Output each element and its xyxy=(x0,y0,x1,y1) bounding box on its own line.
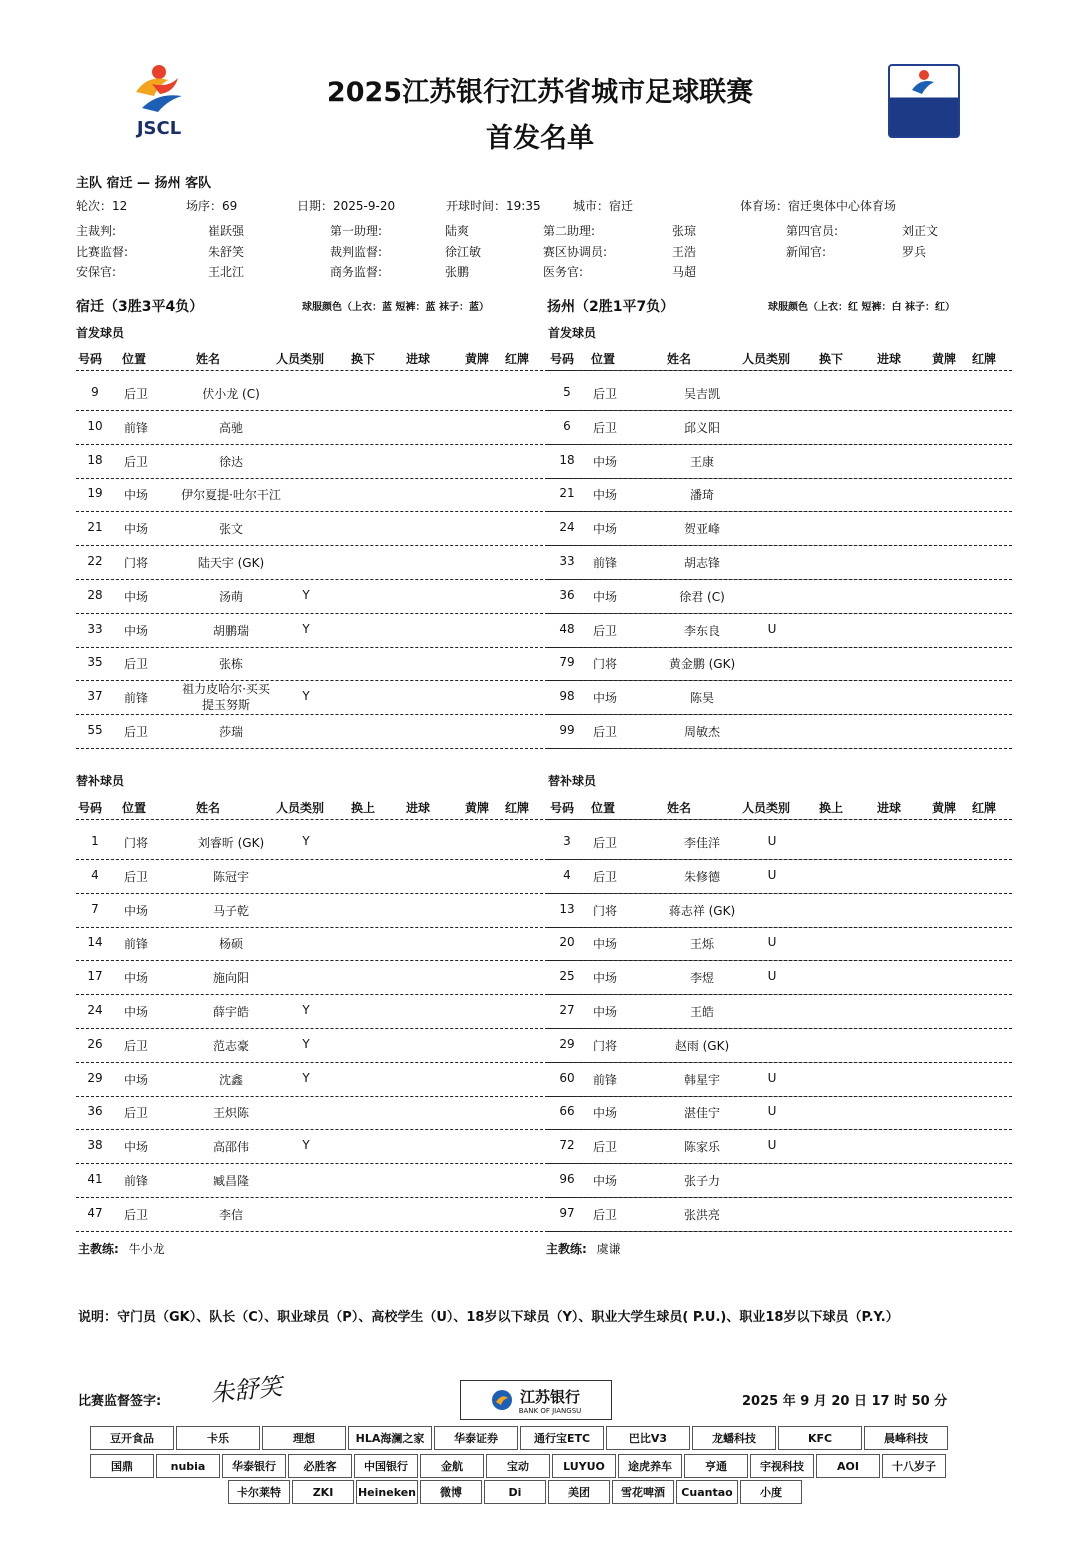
player-position: 门将 xyxy=(593,657,618,672)
player-number: 97 xyxy=(559,1205,575,1220)
row-divider xyxy=(548,1197,1012,1198)
section-label: 首发球员 xyxy=(548,326,597,340)
player-name: 刘睿昕 (GK) xyxy=(197,836,265,850)
player-name: 杨硕 xyxy=(218,937,243,952)
sponsor-logo: 华泰证券 xyxy=(434,1426,518,1450)
player-name: 王烁 xyxy=(689,937,714,952)
player-name: 陈家乐 xyxy=(683,1140,720,1155)
row-divider xyxy=(548,748,1012,749)
player-position: 中场 xyxy=(124,623,149,638)
player-number: 79 xyxy=(559,655,575,670)
column-header: 号码 xyxy=(550,352,575,366)
sponsor-logo: Heineken xyxy=(356,1480,418,1504)
column-header: 姓名 xyxy=(667,801,692,815)
row-divider xyxy=(548,994,1012,995)
column-header: 进球 xyxy=(877,352,902,366)
player-number: 29 xyxy=(87,1070,103,1085)
sponsor-logo: 小度 xyxy=(740,1480,802,1504)
player-name: 马子乾 xyxy=(212,903,249,918)
sponsor-logo: 华泰银行 xyxy=(222,1454,286,1478)
sponsor-logo: 雪花啤酒 xyxy=(612,1480,674,1504)
player-position: 后卫 xyxy=(593,836,618,850)
player-position: 中场 xyxy=(124,1140,149,1155)
page-title: 2025江苏银行江苏省城市足球联赛 xyxy=(326,77,754,108)
player-name: 湛佳宁 xyxy=(683,1106,720,1121)
player-name: 李东良 xyxy=(683,623,720,638)
player-number: 72 xyxy=(559,1138,575,1153)
row-divider xyxy=(548,960,1012,961)
player-name: 臧昌隆 xyxy=(212,1174,249,1188)
column-header: 进球 xyxy=(406,352,431,366)
player-position: 中场 xyxy=(593,937,618,952)
player-name: 韩星宇 xyxy=(683,1072,720,1087)
row-divider xyxy=(548,647,1012,648)
official-label: 医务官: xyxy=(543,265,584,279)
player-name: 蒋志祥 (GK) xyxy=(668,903,736,918)
sponsor-logo: Cuantao xyxy=(676,1480,738,1504)
sponsor-logo: LUYUO xyxy=(552,1454,616,1478)
row-divider xyxy=(548,1096,1012,1097)
row-divider xyxy=(548,410,1012,411)
column-header: 号码 xyxy=(550,801,575,815)
official-label: 商务监督: xyxy=(330,265,383,279)
column-header: 姓名 xyxy=(196,801,221,815)
player-name: 祖力皮哈尔·买买 提玉努斯 xyxy=(182,682,270,713)
row-divider xyxy=(548,1231,1012,1232)
player-name: 薛宇皓 xyxy=(212,1005,249,1019)
player-number: 9 xyxy=(91,385,99,399)
official-value: 张鹏 xyxy=(445,265,470,279)
match-round: 轮次：12 xyxy=(76,199,128,213)
sponsor-logo: Di xyxy=(484,1480,546,1504)
home-coach-label: 主教练: xyxy=(78,1242,119,1256)
column-header: 人员类别 xyxy=(276,801,325,815)
player-number: 96 xyxy=(559,1172,575,1186)
player-name: 王皓 xyxy=(689,1005,714,1019)
player-position: 后卫 xyxy=(124,725,149,739)
player-name: 邱义阳 xyxy=(683,420,720,435)
sponsor-logo: ZKI xyxy=(292,1480,354,1504)
player-number: 38 xyxy=(87,1138,103,1153)
player-position: 中场 xyxy=(124,522,149,537)
sponsor-logo: 通行宝ETC xyxy=(520,1426,604,1450)
player-name: 李信 xyxy=(218,1207,243,1222)
column-header: 换下 xyxy=(351,352,376,366)
player-position: 中场 xyxy=(124,903,149,918)
row-divider xyxy=(548,1163,1012,1164)
player-number: 21 xyxy=(87,520,103,535)
player-position: 中场 xyxy=(593,1174,618,1188)
away-coach-label: 主教练: xyxy=(546,1242,587,1256)
player-position: 中场 xyxy=(124,971,149,986)
page-subtitle: 首发名单 xyxy=(486,123,594,154)
row-divider xyxy=(548,927,1012,928)
sponsor-logo: 卡乐 xyxy=(176,1426,260,1450)
player-position: 前锋 xyxy=(124,420,149,435)
player-category: Y xyxy=(302,834,310,848)
sponsor-logo: KFC xyxy=(778,1426,862,1450)
official-value: 张琼 xyxy=(672,224,697,238)
player-number: 24 xyxy=(559,520,575,535)
column-header: 位置 xyxy=(591,352,616,366)
player-number: 28 xyxy=(87,587,103,602)
official-label: 第一助理: xyxy=(330,224,383,238)
bank-emblem-icon xyxy=(491,1389,513,1411)
player-number: 10 xyxy=(87,418,103,433)
player-name: 李煜 xyxy=(689,971,714,986)
official-label: 赛区协调员: xyxy=(543,245,608,259)
column-header: 红牌 xyxy=(972,801,997,815)
player-category: Y xyxy=(302,1138,310,1153)
column-header: 姓名 xyxy=(196,352,221,366)
row-divider xyxy=(548,859,1012,860)
player-number: 27 xyxy=(559,1003,575,1017)
column-header: 进球 xyxy=(877,801,902,815)
sponsor-logo: 豆开食品 xyxy=(90,1426,174,1450)
column-header: 姓名 xyxy=(667,352,692,366)
official-label: 比赛监督: xyxy=(76,245,129,259)
player-number: 4 xyxy=(91,867,99,882)
player-position: 后卫 xyxy=(593,420,618,435)
player-position: 门将 xyxy=(124,836,149,850)
player-name: 陈冠宇 xyxy=(212,869,249,884)
official-label: 主裁判: xyxy=(76,224,117,238)
player-category: Y xyxy=(302,1070,310,1085)
home-team-name: 宿迁（3胜3平4负） xyxy=(76,299,204,315)
sponsor-logo: nubia xyxy=(156,1454,220,1478)
player-position: 前锋 xyxy=(124,937,149,952)
player-number: 98 xyxy=(559,689,575,704)
player-number: 47 xyxy=(87,1205,103,1220)
player-number: 25 xyxy=(559,969,575,984)
player-name: 张洪亮 xyxy=(683,1207,720,1222)
player-name: 王炽陈 xyxy=(212,1106,249,1121)
sponsor-logo: 理想 xyxy=(262,1426,346,1450)
player-category: U xyxy=(767,1138,777,1153)
player-position: 后卫 xyxy=(124,1038,149,1053)
away-coach-name: 虞谦 xyxy=(596,1242,621,1256)
player-name: 李佳洋 xyxy=(683,836,720,850)
bank-name: 江苏银行 xyxy=(519,1387,580,1406)
official-value: 罗兵 xyxy=(902,245,927,259)
column-header: 人员类别 xyxy=(742,352,791,366)
player-number: 35 xyxy=(87,655,103,670)
player-position: 后卫 xyxy=(124,387,149,401)
sponsor-logo: 晨峰科技 xyxy=(864,1426,948,1450)
row-divider xyxy=(548,511,1012,512)
player-position: 前锋 xyxy=(124,1174,149,1188)
player-name: 伏小龙 (C) xyxy=(202,387,260,401)
sponsor-logo: 巴比V3 xyxy=(606,1426,690,1450)
section-label: 替补球员 xyxy=(76,774,125,788)
player-number: 7 xyxy=(91,901,99,916)
official-value: 刘正文 xyxy=(902,224,939,238)
sponsor-logo: 龙蟠科技 xyxy=(692,1426,776,1450)
player-name: 高邵伟 xyxy=(212,1140,249,1155)
player-position: 前锋 xyxy=(124,691,149,706)
column-header: 黄牌 xyxy=(465,801,490,815)
player-position: 后卫 xyxy=(124,657,149,672)
player-category: U xyxy=(767,867,777,882)
section-label: 首发球员 xyxy=(76,326,125,340)
player-category: U xyxy=(767,969,777,984)
row-divider xyxy=(548,579,1012,580)
column-header: 人员类别 xyxy=(276,352,325,366)
player-number: 24 xyxy=(87,1003,103,1017)
column-header: 红牌 xyxy=(505,352,530,366)
player-number: 21 xyxy=(559,486,575,501)
match-city: 城市：宿迁 xyxy=(573,199,634,213)
row-divider xyxy=(548,819,1012,820)
player-position: 中场 xyxy=(593,488,618,503)
player-name: 朱修德 xyxy=(683,869,720,884)
player-number: 4 xyxy=(563,867,571,882)
player-name: 张栋 xyxy=(218,657,243,672)
player-name: 徐达 xyxy=(218,454,243,469)
official-label: 裁判监督: xyxy=(330,245,383,259)
player-number: 13 xyxy=(559,901,575,916)
player-category: Y xyxy=(302,621,310,636)
player-name: 胡鹏瑞 xyxy=(212,623,249,638)
column-header: 红牌 xyxy=(505,801,530,815)
official-value: 马超 xyxy=(672,265,697,279)
column-header: 进球 xyxy=(406,801,431,815)
logo-text: JSCL xyxy=(136,118,182,139)
player-number: 33 xyxy=(559,554,575,568)
match-venue: 体育场：宿迁奥体中心体育场 xyxy=(740,199,897,213)
row-divider xyxy=(548,444,1012,445)
player-number: 3 xyxy=(563,834,571,848)
player-name: 莎瑞 xyxy=(218,725,243,739)
away-kit-colors: 球服颜色（上衣：红 短裤：白 袜子：红） xyxy=(768,302,955,313)
player-number: 66 xyxy=(559,1104,575,1119)
player-number: 5 xyxy=(563,385,571,399)
column-header: 换上 xyxy=(819,801,844,815)
player-category: U xyxy=(767,935,777,950)
player-number: 60 xyxy=(559,1070,575,1085)
official-value: 陆爽 xyxy=(445,224,470,238)
row-divider xyxy=(548,1062,1012,1063)
player-name: 范志豪 xyxy=(212,1038,249,1053)
player-number: 6 xyxy=(563,418,571,433)
player-name: 潘琦 xyxy=(689,488,714,503)
player-category: U xyxy=(767,1070,777,1085)
player-position: 后卫 xyxy=(593,1140,618,1155)
section-label: 替补球员 xyxy=(548,774,597,788)
match-kickoff: 开球时间：19:35 xyxy=(446,199,541,213)
row-divider xyxy=(548,370,1012,371)
player-category: U xyxy=(767,1104,777,1119)
signature-label: 比赛监督签字: xyxy=(78,1394,162,1409)
player-position: 后卫 xyxy=(593,1207,618,1222)
player-position: 中场 xyxy=(593,1106,618,1121)
sponsor-logo: 亨通 xyxy=(684,1454,748,1478)
row-divider xyxy=(548,893,1012,894)
player-name: 周敏杰 xyxy=(683,725,720,739)
player-position: 中场 xyxy=(124,1005,149,1019)
player-name: 贺亚峰 xyxy=(683,522,720,537)
column-header: 换下 xyxy=(819,352,844,366)
official-value: 王浩 xyxy=(672,245,697,259)
player-number: 1 xyxy=(91,834,99,848)
player-name: 王康 xyxy=(689,454,714,469)
player-name: 张文 xyxy=(218,522,243,537)
player-position: 后卫 xyxy=(593,623,618,638)
player-name: 张子力 xyxy=(683,1174,720,1188)
home-coach xyxy=(78,1240,165,1257)
player-position: 后卫 xyxy=(124,1106,149,1121)
official-value: 王北江 xyxy=(208,265,245,279)
row-divider xyxy=(548,1129,1012,1130)
column-header: 位置 xyxy=(591,801,616,815)
player-name: 汤萌 xyxy=(218,589,243,604)
player-position: 门将 xyxy=(593,903,618,918)
column-header: 黄牌 xyxy=(932,801,957,815)
player-name: 施向阳 xyxy=(212,971,249,986)
player-number: 41 xyxy=(87,1172,103,1186)
home-coach-name: 牛小龙 xyxy=(128,1242,165,1256)
player-number: 48 xyxy=(559,621,575,636)
player-name: 高驰 xyxy=(218,420,243,435)
player-position: 中场 xyxy=(593,522,618,537)
player-number: 14 xyxy=(87,935,103,950)
official-value: 崔跃强 xyxy=(208,224,245,238)
sponsor-logo: 国鼎 xyxy=(90,1454,154,1478)
player-category: Y xyxy=(302,1036,310,1051)
official-label: 安保官: xyxy=(76,265,117,279)
player-position: 后卫 xyxy=(124,1207,149,1222)
player-category: U xyxy=(767,834,777,848)
player-name: 沈鑫 xyxy=(218,1072,243,1087)
player-position: 中场 xyxy=(593,1005,618,1019)
player-number: 29 xyxy=(559,1036,575,1051)
sponsor-logo: 宇视科技 xyxy=(750,1454,814,1478)
player-number: 37 xyxy=(87,689,103,704)
player-number: 99 xyxy=(559,723,575,737)
player-name: 徐君 (C) xyxy=(679,589,725,604)
player-position: 中场 xyxy=(124,488,149,503)
player-position: 前锋 xyxy=(593,1072,618,1087)
sponsor-logo: 卡尔莱特 xyxy=(228,1480,290,1504)
away-team-name: 扬州（2胜1平7负） xyxy=(547,299,675,315)
player-name: 胡志锋 xyxy=(683,556,720,570)
sponsor-logo: 宝动 xyxy=(486,1454,550,1478)
player-position: 后卫 xyxy=(124,454,149,469)
player-number: 20 xyxy=(559,935,575,950)
player-number: 22 xyxy=(87,554,103,568)
sponsor-logo: AOI xyxy=(816,1454,880,1478)
row-divider xyxy=(548,545,1012,546)
player-number: 19 xyxy=(87,486,103,501)
player-position: 中场 xyxy=(593,971,618,986)
legend-note: 说明：守门员（GK）、队长（C）、职业球员（P）、高校学生（U）、18岁以下球员（Y）、职业大学生球员( P.U.)、职业18岁以下球员（P.Y.） xyxy=(78,1310,899,1325)
player-position: 中场 xyxy=(593,691,618,706)
player-number: 18 xyxy=(559,452,575,467)
sponsor-logo: 金航 xyxy=(420,1454,484,1478)
sponsor-logo: 中国银行 xyxy=(354,1454,418,1478)
away-coach xyxy=(546,1240,621,1257)
player-position: 中场 xyxy=(124,589,149,604)
match-date: 日期：2025-9-20 xyxy=(297,199,396,213)
player-number: 26 xyxy=(87,1036,103,1051)
column-header: 号码 xyxy=(78,352,103,366)
row-divider xyxy=(548,714,1012,715)
column-header: 黄牌 xyxy=(932,352,957,366)
player-number: 36 xyxy=(559,587,575,602)
sponsor-logo: 十八岁子 xyxy=(882,1454,946,1478)
player-position: 中场 xyxy=(593,454,618,469)
column-header: 位置 xyxy=(122,352,147,366)
sponsor-logo: HLA海澜之家 xyxy=(348,1426,432,1450)
column-header: 换上 xyxy=(351,801,376,815)
official-value: 徐江敏 xyxy=(445,245,482,259)
column-header: 黄牌 xyxy=(465,352,490,366)
player-category: Y xyxy=(302,689,310,704)
player-name: 赵雨 (GK) xyxy=(674,1038,730,1053)
supervisor-signature: 朱舒笑 xyxy=(208,1372,284,1408)
row-divider xyxy=(548,478,1012,479)
player-number: 33 xyxy=(87,621,103,636)
player-position: 门将 xyxy=(593,1038,618,1053)
row-divider xyxy=(548,613,1012,614)
row-divider xyxy=(548,1028,1012,1029)
player-number: 17 xyxy=(87,969,103,984)
official-label: 新闻官: xyxy=(786,245,827,259)
player-category: Y xyxy=(302,587,310,602)
player-category: Y xyxy=(302,1003,310,1017)
bank-logo xyxy=(460,1380,612,1420)
official-label: 第二助理: xyxy=(543,224,596,238)
player-name: 伊尔夏提·吐尔干江 xyxy=(181,488,281,503)
sponsor-logo: 美团 xyxy=(548,1480,610,1504)
sponsor-logo: 必胜客 xyxy=(288,1454,352,1478)
column-header: 号码 xyxy=(78,801,103,815)
sponsor-logo: 途虎养车 xyxy=(618,1454,682,1478)
official-label: 第四官员: xyxy=(786,224,839,238)
match-teams: 主队 宿迁 — 扬州 客队 xyxy=(76,176,212,191)
player-number: 55 xyxy=(87,723,103,737)
player-name: 吴吉凯 xyxy=(683,387,720,401)
player-name: 陈昊 xyxy=(689,691,714,706)
player-position: 中场 xyxy=(593,589,618,604)
sponsor-logo: 微博 xyxy=(420,1480,482,1504)
column-header: 位置 xyxy=(122,801,147,815)
home-kit-colors: 球服颜色（上衣：蓝 短裤：蓝 袜子：蓝） xyxy=(302,302,489,313)
player-name: 黄金鹏 (GK) xyxy=(668,657,736,672)
column-header: 人员类别 xyxy=(742,801,791,815)
player-name: 陆天宇 (GK) xyxy=(197,556,265,570)
player-number: 18 xyxy=(87,452,103,467)
signing-timestamp: 2025 年 9 月 20 日 17 时 50 分 xyxy=(742,1394,948,1409)
official-value: 朱舒笑 xyxy=(208,245,245,259)
player-position: 后卫 xyxy=(593,725,618,739)
player-category: U xyxy=(767,621,777,636)
player-position: 门将 xyxy=(124,556,149,570)
bank-name-en: BANK OF JIANGSU xyxy=(518,1406,582,1415)
match-seq: 场序：69 xyxy=(186,199,238,213)
player-number: 36 xyxy=(87,1104,103,1119)
player-position: 中场 xyxy=(124,1072,149,1087)
player-position: 后卫 xyxy=(124,869,149,884)
player-position: 后卫 xyxy=(593,869,618,884)
row-divider xyxy=(548,680,1012,681)
column-header: 红牌 xyxy=(972,352,997,366)
player-position: 前锋 xyxy=(593,556,618,570)
player-position: 后卫 xyxy=(593,387,618,401)
